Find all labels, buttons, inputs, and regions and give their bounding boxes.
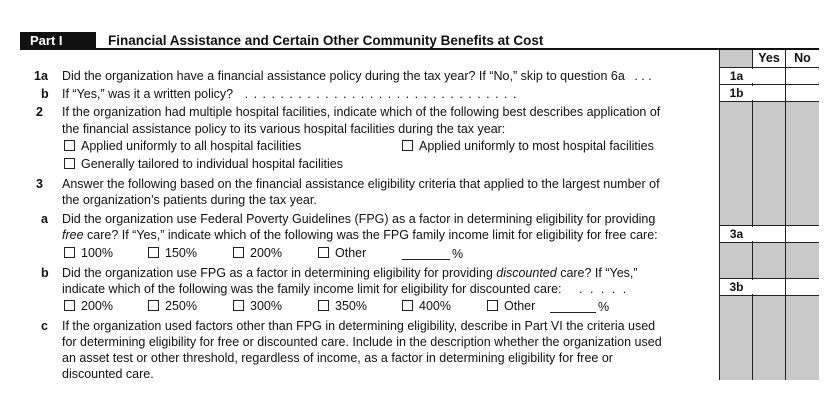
q2-option-tailored[interactable] xyxy=(64,157,343,171)
line-label-3b: 3b xyxy=(720,280,753,294)
q3a-option-200[interactable] xyxy=(233,246,282,260)
q3b-option-300-label: 300% xyxy=(250,299,282,313)
q3b-number: b xyxy=(41,266,49,280)
q3b-discounted-italic: discounted xyxy=(496,266,557,280)
q3b-option-350[interactable] xyxy=(318,299,367,313)
q3a-option-200-label: 200% xyxy=(250,246,282,260)
q3b-text-line2-main: indicate which of the following was the family income limit for eligibility for discounted care: xyxy=(62,282,562,296)
q3b-option-other[interactable] xyxy=(487,299,535,313)
q3a-percent-sign: % xyxy=(452,247,464,261)
q3-text-line2: the organization’s patients during the tax year. xyxy=(62,193,317,207)
q3b-option-200-label: 200% xyxy=(81,299,113,313)
q2-option-tailored-label: Generally tailored to individual hospital facilities xyxy=(81,157,343,171)
q3b-checkbox-300[interactable] xyxy=(233,300,244,311)
q3a-other-input[interactable] xyxy=(402,246,463,261)
q3a-option-100-label: 100% xyxy=(81,246,113,260)
q3b-text-line1-a: Did the organization use FPG as a factor in determining eligibility for providing xyxy=(62,266,497,280)
q3a-checkbox-other[interactable] xyxy=(318,247,329,258)
no-column-header: No xyxy=(794,51,811,65)
q3a-text-line2-rest: care? If “Yes,” indicate which of the following was the FPG family income limit for eligibility for free care: xyxy=(83,228,658,242)
q3a-option-150-label: 150% xyxy=(165,246,197,260)
yes-column-header: Yes xyxy=(758,51,780,65)
q3a-text-line2 xyxy=(62,228,658,242)
q1a-leader-dots: . . . xyxy=(634,69,652,83)
grid-hline-1b xyxy=(719,101,819,102)
gray-yes-q2-q3 xyxy=(753,101,819,225)
q2-option-most-label: Applied uniformly to most hospital facilities xyxy=(419,139,654,153)
q2-option-all[interactable] xyxy=(64,139,301,153)
q3b-checkbox-350[interactable] xyxy=(318,300,329,311)
q1b-question: If “Yes,” was it a written policy? xyxy=(62,87,234,101)
q3b-checkbox-250[interactable] xyxy=(148,300,159,311)
line-label-1a: 1a xyxy=(720,69,753,83)
q3b-text-line1 xyxy=(62,266,638,280)
part-header-rule xyxy=(20,48,819,50)
gray-yes-q3a-b xyxy=(753,242,819,278)
answer-3b-no[interactable] xyxy=(786,279,819,295)
answer-1a-no[interactable] xyxy=(786,68,819,84)
q3c-text-line1: If the organization used factors other than FPG in determining eligibility, describe in Part VI the criteria used xyxy=(62,319,656,333)
gray-block-q2 xyxy=(719,101,753,225)
q3b-option-250-label: 250% xyxy=(165,299,197,313)
q3b-option-400[interactable] xyxy=(402,299,451,313)
q3a-other-blank[interactable] xyxy=(402,246,450,260)
q3a-number: a xyxy=(41,212,48,226)
q3b-text-line2 xyxy=(62,282,628,296)
q3b-checkbox-200[interactable] xyxy=(64,300,75,311)
q2-text-line1: If the organization had multiple hospital facilities, indicate which of the following best describes application of xyxy=(62,105,661,119)
q3c-text-line2: for determining eligibility for free or discounted care. Include in the description whether the organization used xyxy=(62,335,662,349)
line-label-1b: 1b xyxy=(720,86,753,100)
gray-block-top xyxy=(719,50,753,68)
grid-hline-3a-bot xyxy=(719,242,819,243)
part-title: Financial Assistance and Certain Other Community Benefits at Cost xyxy=(108,33,544,48)
q3a-text-line1: Did the organization use Federal Poverty Guidelines (FPG) as a factor in determining eligibility for providing xyxy=(62,212,656,226)
q1b-number: b xyxy=(41,87,49,101)
answer-1b-no[interactable] xyxy=(786,85,819,101)
q2-checkbox-all[interactable] xyxy=(64,140,75,151)
answer-3a-no[interactable] xyxy=(786,226,819,242)
q2-text-line2: the financial assistance policy to its various hospital facilities during the tax year: xyxy=(62,122,506,136)
q3a-option-100[interactable] xyxy=(64,246,113,260)
answer-1a-yes[interactable] xyxy=(753,68,785,84)
gray-block-q3c xyxy=(719,295,753,380)
q3b-other-input[interactable] xyxy=(550,299,609,314)
q1a-text xyxy=(62,69,652,83)
gray-yes-q3c xyxy=(753,295,819,380)
q3a-checkbox-150[interactable] xyxy=(148,247,159,258)
q3-text-line1: Answer the following based on the financial assistance eligibility criteria that applied to the largest number of xyxy=(62,177,660,191)
q1a-number: 1a xyxy=(34,69,48,83)
q3b-option-250[interactable] xyxy=(148,299,197,313)
q3b-other-blank[interactable] xyxy=(550,299,596,313)
gray-block-q3a-b xyxy=(719,242,753,278)
q3b-option-300[interactable] xyxy=(233,299,282,313)
q3c-number: c xyxy=(41,319,48,333)
q3b-leader-dots: . . . . . xyxy=(579,282,629,296)
part-label: Part I xyxy=(20,32,96,50)
q1a-question: Did the organization have a financial assistance policy during the tax year? If “No,” skip to question 6a xyxy=(62,69,625,83)
q3a-free-italic: free xyxy=(62,228,84,242)
q2-checkbox-most[interactable] xyxy=(402,140,413,151)
q3b-percent-sign: % xyxy=(598,300,610,314)
q3a-option-other-label: Other xyxy=(335,246,367,260)
answer-1b-yes[interactable] xyxy=(753,85,785,101)
q2-checkbox-tailored[interactable] xyxy=(64,158,75,169)
grid-hline-3b-bot xyxy=(719,295,819,296)
q3b-checkbox-400[interactable] xyxy=(402,300,413,311)
q3c-text-line4: discounted care. xyxy=(62,367,154,381)
q3-number: 3 xyxy=(36,177,43,191)
answer-3a-yes[interactable] xyxy=(753,226,785,242)
q3b-checkbox-other[interactable] xyxy=(487,300,498,311)
q3b-option-400-label: 400% xyxy=(419,299,451,313)
q1b-leader-dots: . . . . . . . . . . . . . . . . . . . . . . . . . . . . . . . xyxy=(244,87,518,101)
q2-option-all-label: Applied uniformly to all hospital facilities xyxy=(81,139,302,153)
q3b-option-other-label: Other xyxy=(504,299,536,313)
q2-option-most[interactable] xyxy=(402,139,654,153)
q1b-text xyxy=(62,87,517,101)
q3a-option-150[interactable] xyxy=(148,246,197,260)
q3b-option-350-label: 350% xyxy=(335,299,367,313)
q3c-text-line3: an asset test or other threshold, regardless of income, as a factor in determining eligibility for free or xyxy=(62,351,613,365)
q3b-option-200[interactable] xyxy=(64,299,113,313)
q3a-option-other[interactable] xyxy=(318,246,366,260)
q3a-checkbox-200[interactable] xyxy=(233,247,244,258)
answer-3b-yes[interactable] xyxy=(753,279,785,295)
q3b-text-line1-b: care? If “Yes,” xyxy=(556,266,638,280)
part-header xyxy=(20,32,819,50)
q2-number: 2 xyxy=(36,105,43,119)
q3a-checkbox-100[interactable] xyxy=(64,247,75,258)
line-label-3a: 3a xyxy=(720,227,753,241)
